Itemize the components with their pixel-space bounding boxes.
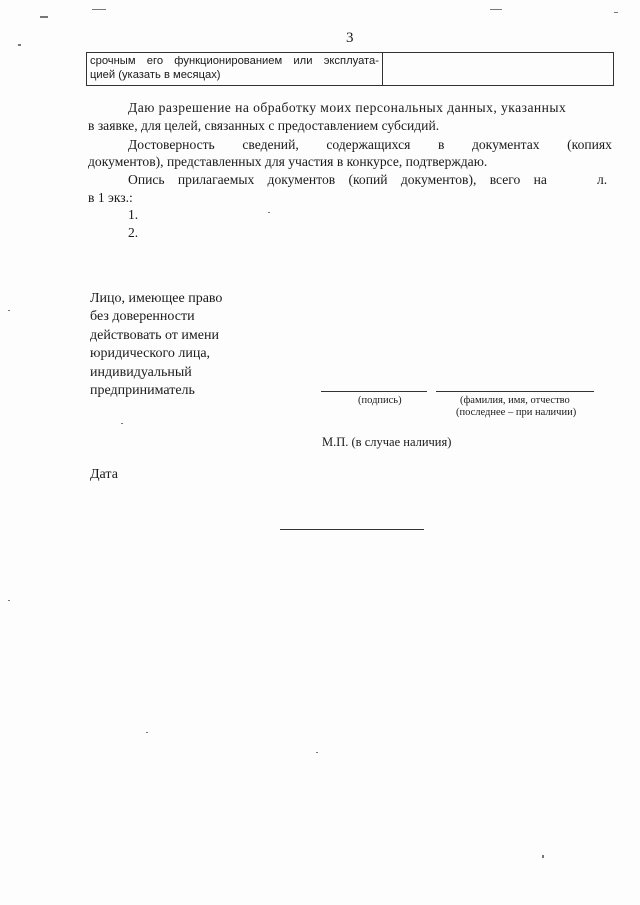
inventory-word: всего xyxy=(489,172,521,187)
reliability-word: в xyxy=(437,137,445,152)
inventory-item-2: 2. xyxy=(128,225,139,240)
signatory-line: юридического лица, xyxy=(90,346,211,362)
scan-speck xyxy=(92,9,106,10)
consent-line-1-text: Даю разрешение на обработку моих персональных данных, указанных xyxy=(128,100,567,115)
name-caption-line-1: (фамилия, имя, отчество xyxy=(460,395,570,406)
scan-speck xyxy=(121,423,123,424)
reliability-line-1 xyxy=(128,136,612,153)
signatory-line: действовать от имени xyxy=(90,327,219,343)
scan-speck xyxy=(146,732,148,733)
scan-speck xyxy=(8,600,10,601)
date-line xyxy=(280,529,424,530)
inventory-line-1 xyxy=(128,171,547,188)
signatory-line: без доверенности xyxy=(90,309,195,325)
consent-line-2: в заявке, для целей, связанных с предоставлением субсидий. xyxy=(88,118,440,133)
table-cell-line-2: цией (указать в месяцах) xyxy=(90,69,221,81)
reliability-word: сведений, xyxy=(242,137,299,152)
name-caption-line-2: (последнее – при наличии) xyxy=(456,407,577,418)
signatory-line: Лицо, имеющее право xyxy=(90,291,223,306)
inventory-word: прилагаемых xyxy=(177,172,255,187)
scan-speck xyxy=(542,855,544,858)
scan-speck xyxy=(8,310,10,311)
scan-speck xyxy=(40,16,48,18)
table-cell-left xyxy=(87,53,383,85)
inventory-line-2: в 1 экз.: xyxy=(88,190,133,205)
stamp-note: М.П. (в случае наличия) xyxy=(322,435,452,449)
scan-speck xyxy=(316,752,318,753)
reliability-line-2: документов), представленных для участия в конкурсе, подтверждаю. xyxy=(88,154,488,169)
inventory-item-1: 1. xyxy=(128,207,139,222)
scan-speck xyxy=(490,9,502,10)
reliability-word: документах xyxy=(471,137,540,152)
name-line xyxy=(436,391,594,392)
inventory-unit: л. xyxy=(597,172,608,187)
page-number: 3 xyxy=(346,30,354,46)
inventory-word: (копий xyxy=(348,172,388,187)
signatory-line: предприниматель xyxy=(90,383,195,399)
inventory-word: Опись xyxy=(128,172,165,187)
signature-caption: (подпись) xyxy=(358,395,402,406)
scan-speck xyxy=(268,212,270,213)
signature-line xyxy=(321,391,427,392)
date-label: Дата xyxy=(90,467,118,482)
table-cell-line-1: срочным его функционированием или эксплуата- xyxy=(90,55,379,67)
scan-speck xyxy=(614,12,618,13)
reliability-word: Достоверность xyxy=(128,137,215,152)
consent-line-1 xyxy=(128,99,612,116)
criteria-table-fragment xyxy=(86,52,614,86)
inventory-word: документов), xyxy=(400,172,477,187)
inventory-word: документов xyxy=(267,172,336,187)
signatory-block xyxy=(90,290,222,400)
inventory-word: на xyxy=(533,172,547,187)
reliability-word: (копиях xyxy=(567,137,612,152)
scan-speck xyxy=(18,44,21,46)
signatory-line: индивидуальный xyxy=(90,364,192,380)
reliability-word: содержащихся xyxy=(326,137,411,152)
